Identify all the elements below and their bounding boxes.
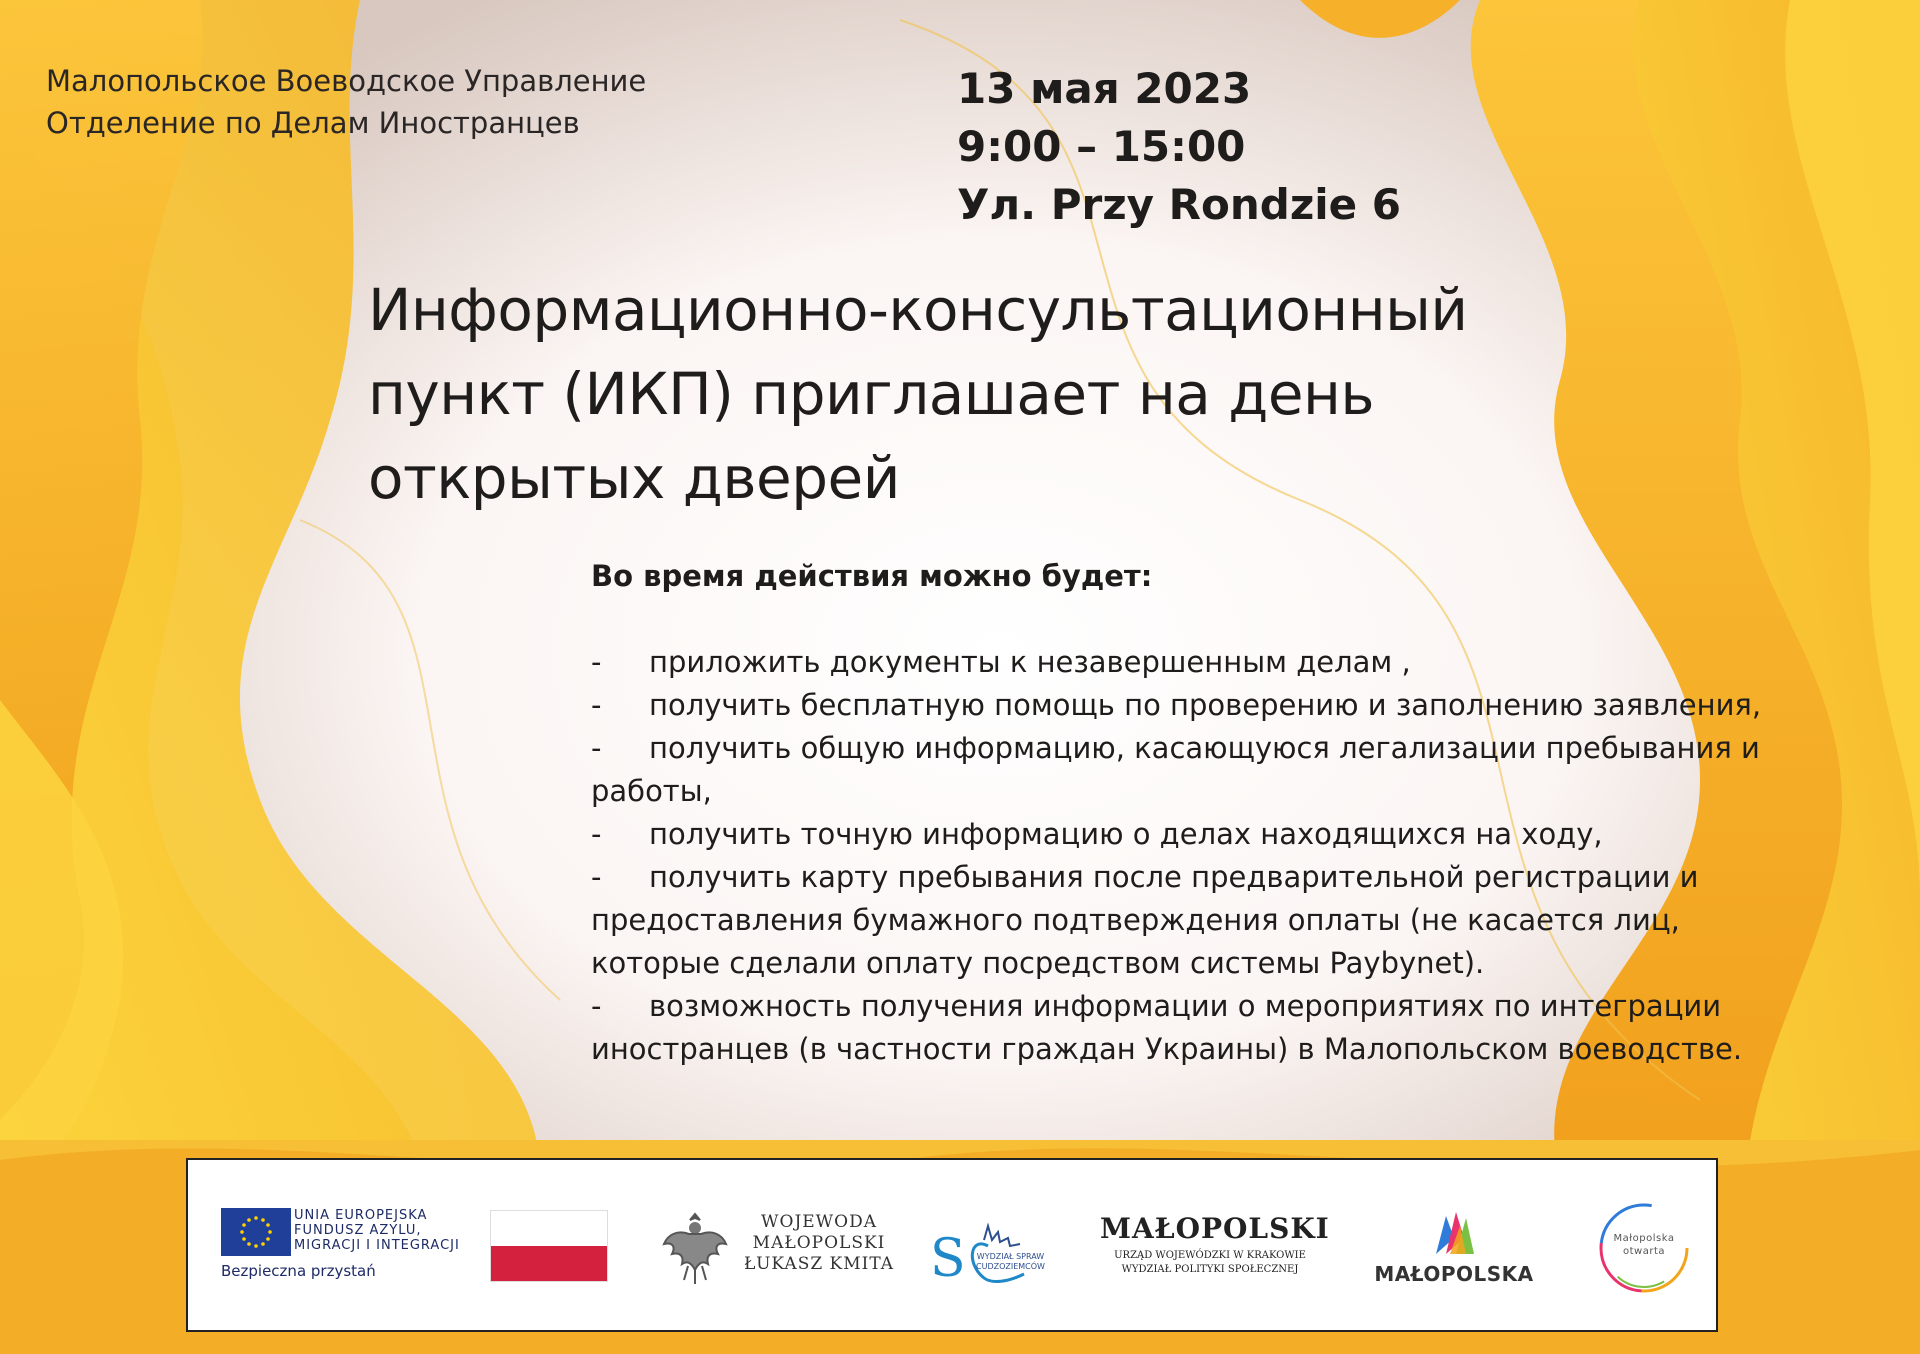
list-item-text: приложить документы к незавершенным делам , [649,645,1411,679]
list-item [591,813,1791,856]
organizer-line2: Отделение по Делам Иностранцев [46,106,580,140]
list-item-text: получить точную информацию о делах находящихся на ходу, [649,817,1603,851]
eu-program-name: Bezpieczna przystań [221,1262,376,1280]
eu-line3: MIGRACJI I INTEGRACJI [294,1238,460,1253]
bullet-marker: - [591,989,602,1023]
title-line3: открытых дверей [368,444,900,512]
eu-flag-icon [221,1208,291,1256]
urzad-subtitle [1100,1249,1320,1277]
list-item [591,727,1791,813]
wojewoda-line2: MAŁOPOLSKI [752,1233,886,1253]
eu-line1: UNIA EUROPEJSKA [294,1208,428,1223]
list-item [591,856,1791,985]
poland-flag-icon [490,1210,608,1282]
polish-eagle-emblem-icon [660,1208,730,1290]
list-item-text: получить общую информацию, касающуюся легализации пребывания и работы, [591,731,1760,808]
sc-line1: WYDZIAŁ SPRAW [976,1252,1045,1261]
title-line1: Информационно-консультационный [368,276,1468,344]
otwarta-line2: otwarta [1622,1246,1665,1257]
eu-fund-name [294,1208,460,1253]
wojewoda-text [744,1212,894,1275]
urzad-title: MAŁOPOLSKI [1100,1212,1330,1245]
wojewoda-line1: WOJEWODA [761,1212,877,1232]
content-section [591,555,1791,1071]
otwarta-line1: Małopolska [1613,1233,1675,1244]
list-item [591,985,1791,1071]
organizer-line1: Малопольское Воеводское Управление [46,64,647,98]
list-item-text: получить бесплатную помощь по проверению и заполнению заявления, [649,688,1762,722]
urzad-line1: URZĄD WOJEWÓDZKI W KRAKOWIE [1114,1250,1306,1261]
event-address: Ул. Przy Rondzie 6 [957,180,1401,229]
urzad-line2: WYDZIAŁ POLITYKI SPOŁECZNEJ [1121,1264,1299,1275]
event-time: 9:00 – 15:00 [957,122,1246,171]
eu-line2: FUNDUSZ AZYLU, [294,1223,422,1238]
logo-bar [186,1158,1718,1332]
title-line2: пункт (ИКП) приглашает на день [368,360,1375,428]
list-item-text: возможность получения информации о мероприятиях по интеграции иностранцев (в частности граждан Украины) в Малопольском воеводстве. [591,989,1743,1066]
event-details [957,60,1401,234]
malopolska-mountain-icon [1434,1208,1476,1260]
list-item [591,684,1791,727]
bullet-marker: - [591,817,602,851]
svg-text:S: S [930,1229,966,1288]
event-date: 13 мая 2023 [957,64,1252,113]
list-item [591,641,1791,684]
sc-department-name [976,1252,1045,1272]
bullet-marker: - [591,645,602,679]
bullet-marker: - [591,731,602,765]
bullet-marker: - [591,860,602,894]
list-item-text: получить карту пребывания после предварительной регистрации и предоставления бумажного подтверждения оплаты (не касается лиц, которые сделали оплату посредством системы Paybynet). [591,860,1699,980]
content-intro: Во время действия можно будет: [591,559,1153,593]
bullet-marker: - [591,688,602,722]
main-title [368,268,1548,520]
wojewoda-line3: ŁUKASZ KMITA [744,1254,895,1274]
malopolska-text: MAŁOPOLSKA [1374,1262,1534,1286]
sc-line2: CUDZOZIEMCÓW [976,1262,1045,1271]
organizer [46,60,646,144]
malopolska-otwarta-text [1606,1232,1682,1258]
